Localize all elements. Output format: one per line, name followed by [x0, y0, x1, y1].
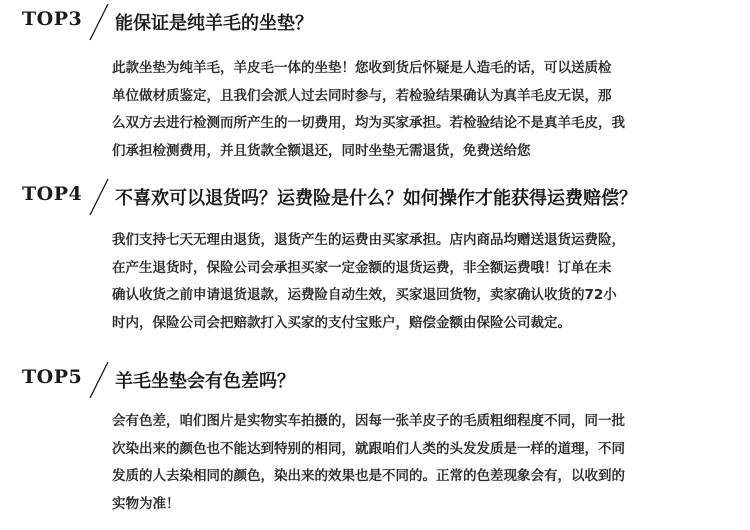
faq-header — [0, 177, 750, 221]
slash-divider-icon — [86, 2, 112, 42]
answer-line: 实物为准！ — [112, 495, 180, 512]
faq-rank-label: TOP3 — [22, 8, 83, 30]
answer-line: 我们支持七天无理由退货，退货产生的运费由买家承担。店内商品均赠送退货运费险， — [112, 232, 625, 248]
answer-line: 确认收货之前申请退货退款，运费险自动生效，买家退回货物，卖家确认收货的72小 — [112, 287, 617, 303]
faq-answer — [112, 408, 712, 518]
faq-section-top3 — [0, 2, 750, 159]
answer-line: 时内，保险公司会把赔款打入买家的支付宝账户，赔偿金额由保险公司裁定。 — [112, 314, 571, 331]
faq-header — [0, 360, 750, 404]
answer-line: 此款坐垫为纯羊毛，羊皮毛一体的坐垫！您收到货后怀疑是人造毛的话，可以送质检 — [112, 60, 612, 76]
faq-question: 不喜欢可以退货吗？运费险是什么？如何操作才能获得运费赔偿？ — [115, 188, 637, 209]
faq-rank-label: TOP5 — [22, 366, 83, 388]
faq-rank-label: TOP4 — [22, 183, 83, 205]
answer-line: 会有色差，咱们图片是实物实车拍摄的，因每一张羊皮子的毛质粗细程度不同，同一批 — [112, 413, 625, 429]
faq-question: 能保证是纯羊毛的坐垫？ — [115, 13, 313, 34]
answer-line: 次染出来的颜色也不能达到特别的相同，就跟咱们人类的头发发质是一样的道理，不同 — [112, 440, 625, 457]
faq-answer — [112, 227, 712, 337]
faq-header — [0, 2, 750, 46]
faq-section-top5 — [0, 360, 750, 512]
faq-answer — [112, 55, 712, 165]
faq-question: 羊毛坐垫会有色差吗？ — [115, 371, 295, 392]
answer-line: 在产生退货时，保险公司会承担买家一定金额的退货运费，非全额运费哦！订单在未 — [112, 259, 612, 276]
answer-line: 们承担检测费用，并且货款全额退还，同时坐垫无需退货，免费送给您 — [112, 142, 531, 159]
faq-section-top4 — [0, 177, 750, 331]
slash-divider-icon — [86, 360, 112, 400]
slash-divider-icon — [86, 177, 112, 217]
answer-line: 发质的人去染相同的颜色，染出来的效果也是不同的。正常的色差现象会有，以收到的 — [112, 468, 625, 484]
answer-line: 么双方去进行检测而所产生的一切费用，均为买家承担。若检验结论不是真羊毛皮，我 — [112, 115, 625, 131]
answer-line: 单位做材质鉴定，且我们会派人过去同时参与，若检验结果确认为真羊毛皮无误，那 — [112, 87, 612, 104]
